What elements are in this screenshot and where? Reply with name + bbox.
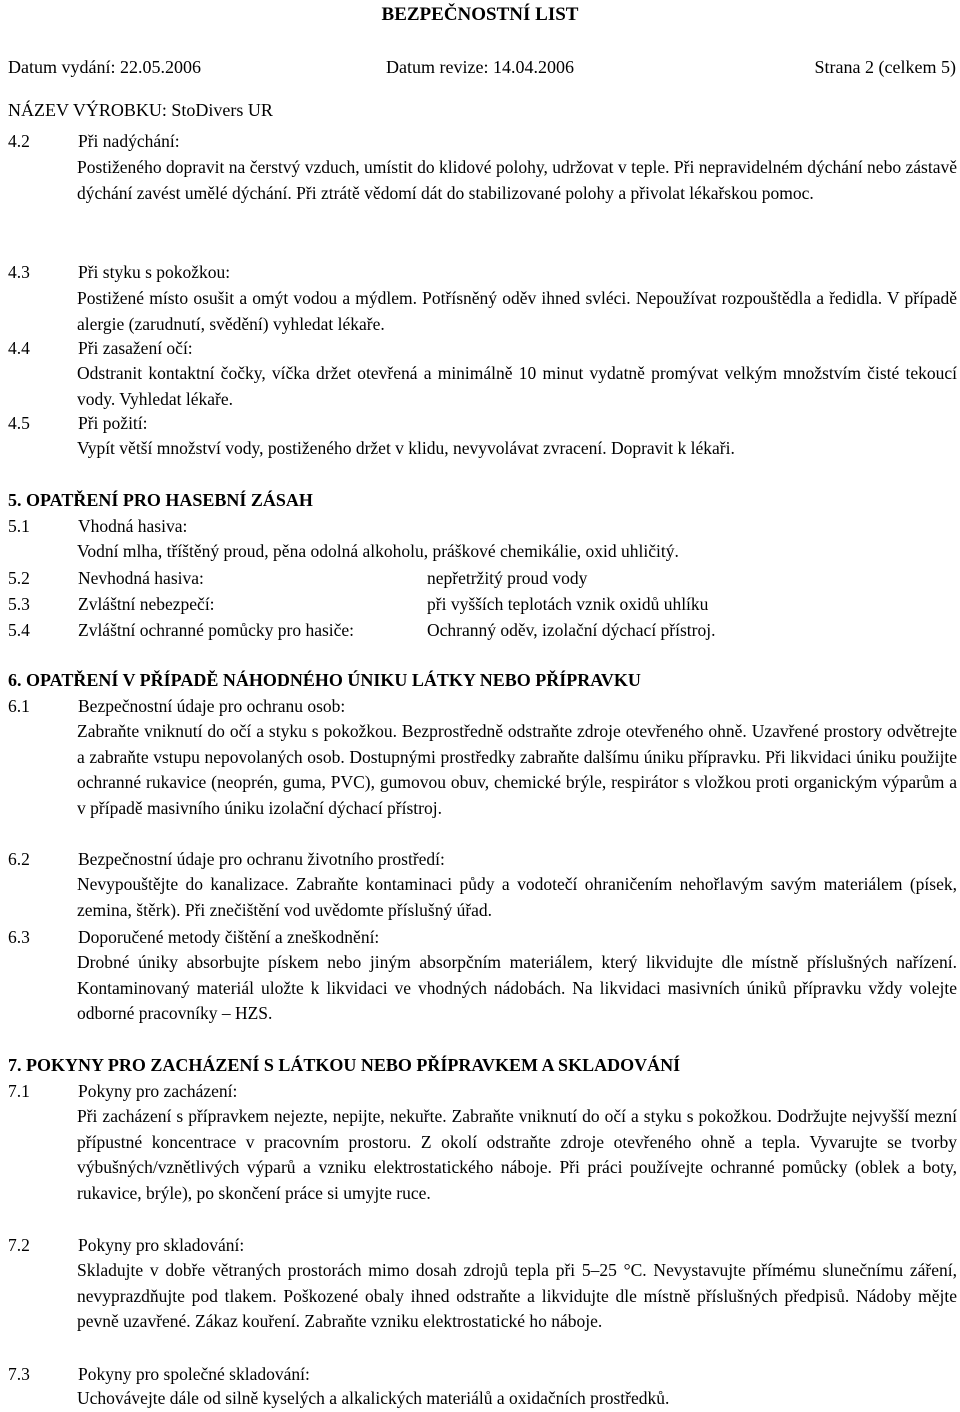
subsection-number: 5.2 xyxy=(8,568,30,588)
subsection-text-7-3: Uchovávejte dále od silně kyselých a alkalických materiálů a oxidačních prostředků. xyxy=(77,1388,670,1408)
subsection-label: Bezpečnostní údaje pro ochranu životního prostředí: xyxy=(78,849,445,869)
subsection-text-7-1: Při zacházení s přípravkem nejezte, nepijte, nekuřte. Zabraňte vniknutí do očí a styku s pokožkou. Dodržujte nejvyšší mezní přípustné koncentrace v pracovním prostoru. Z okolí odstraňte zdroje otevřeného ohně a tepla. Vyvarujte se tvorby výbušných/vznětlivých výparů a vzniku elektrostatického náboje. Při práci používejte ochranné pomůcky (oblek a boty, rukavice, brýle), po skončení práce si umyjte ruce. xyxy=(77,1106,957,1203)
subsection-label: Pokyny pro společné skladování: xyxy=(78,1364,310,1384)
subsection-heading-4-3 xyxy=(8,259,956,285)
subsection-heading-4-2 xyxy=(8,128,956,154)
subsection-number: 5.1 xyxy=(8,516,30,536)
header-row xyxy=(8,54,956,80)
subsection-number: 5.4 xyxy=(8,620,30,640)
subsection-number: 6.3 xyxy=(8,927,30,947)
subsection-label: Pokyny pro skladování: xyxy=(78,1235,245,1255)
subsection-number: 4.3 xyxy=(8,262,30,282)
subsection-row-5-3 xyxy=(8,591,956,617)
subsection-heading-5-1 xyxy=(8,513,956,539)
subsection-number: 6.1 xyxy=(8,696,30,716)
subsection-text-4-2: Postiženého dopravit na čerstvý vzduch, umístit do klidové polohy, udržovat v teple. Při nepravidelném dýchání nebo zástavě dýchání zavést umělé dýchání. Při ztrátě vědomí dát do stabilizované polohy a přivolat lékařskou pomoc. xyxy=(77,157,957,203)
subsection-value: nepřetržitý proud vody xyxy=(427,568,588,588)
subsection-label: Zvláštní ochranné pomůcky pro hasiče: xyxy=(78,620,355,640)
subsection-label: Při zasažení očí: xyxy=(78,338,193,358)
subsection-heading-6-2 xyxy=(8,846,956,872)
subsection-number: 5.3 xyxy=(8,594,30,614)
subsection-row-5-4 xyxy=(8,617,956,643)
subsection-heading-4-4 xyxy=(8,335,956,361)
subsection-heading-7-3 xyxy=(8,1361,956,1387)
subsection-text-5-1: Vodní mlha, tříštěný proud, pěna odolná alkoholu, práškové chemikálie, oxid uhličitý. xyxy=(77,541,679,561)
subsection-heading-6-1 xyxy=(8,693,956,719)
section-heading-7: 7. POKYNY PRO ZACHÁZENÍ S LÁTKOU NEBO PŘÍPRAVKEM A SKLADOVÁNÍ xyxy=(8,1055,681,1075)
subsection-label: Zvláštní nebezpečí: xyxy=(78,594,215,614)
subsection-number: 4.2 xyxy=(8,131,30,151)
subsection-text-6-2: Nevypouštějte do kanalizace. Zabraňte kontaminaci půdy a vodotečí ohraničením nehořlavým savým materiálem (písek, zemina, štěrk). Při znečištění vod uvědomte příslušný úřad. xyxy=(77,874,957,920)
document-title: BEZPEČNOSTNÍ LIST xyxy=(381,4,579,25)
section-heading-5: 5. OPATŘENÍ PRO HASEBNÍ ZÁSAH xyxy=(8,490,313,510)
subsection-label: Doporučené metody čištění a zneškodnění: xyxy=(78,927,380,947)
subsection-value: při vyšších teplotách vznik oxidů uhlíku xyxy=(427,594,709,614)
subsection-label: Při styku s pokožkou: xyxy=(78,262,231,282)
subsection-number: 7.2 xyxy=(8,1235,30,1255)
issue-date: Datum vydání: 22.05.2006 xyxy=(8,57,201,77)
subsection-heading-7-2 xyxy=(8,1232,956,1258)
subsection-number: 4.5 xyxy=(8,413,30,433)
product-name: NÁZEV VÝROBKU: StoDivers UR xyxy=(8,100,273,120)
subsection-text-6-3: Drobné úniky absorbujte pískem nebo jiným absorpčním materiálem, který likvidujte dle místně příslušných nařízení. Kontaminovaný materiál uložte k likvidaci ve vhodných nádobách. Na likvidaci masivních úniků přípravku vždy volejte odborné pracovníky – HZS. xyxy=(77,952,957,1024)
subsection-number: 7.3 xyxy=(8,1364,30,1384)
subsection-number: 4.4 xyxy=(8,338,30,358)
subsection-label: Při nadýchání: xyxy=(78,131,180,151)
subsection-text-7-2: Skladujte v dobře větraných prostorách mimo dosah zdrojů tepla při 5–25 °C. Nevystavujte přímému slunečnímu záření, nevyprazdňujte pod tlakem. Poškozené obaly ihned odstraňte a likvidujte dle místně příslušných předpisů. Nádoby mějte pevně uzavřené. Zákaz kouření. Zabraňte vzniku elektrostatické ho náboje. xyxy=(77,1260,957,1332)
section-heading-6: 6. OPATŘENÍ V PŘÍPADĚ NÁHODNÉHO ÚNIKU LÁTKY NEBO PŘÍPRAVKU xyxy=(8,670,641,690)
subsection-value: Ochranný oděv, izolační dýchací přístroj. xyxy=(427,620,716,640)
subsection-label: Nevhodná hasiva: xyxy=(78,568,204,588)
subsection-heading-6-3 xyxy=(8,924,956,950)
subsection-text-4-4: Odstranit kontaktní čočky, víčka držet otevřená a minimálně 10 minut vydatně promývat velkým množstvím čisté tekoucí vody. Vyhledat lékaře. xyxy=(77,363,957,409)
subsection-number: 7.1 xyxy=(8,1081,30,1101)
subsection-text-6-1: Zabraňte vniknutí do očí a styku s pokožkou. Bezprostředně odstraňte zdroje otevřeného ohně. Uzavřené prostory odvětrejte a zabraňte vstupu nepovolaných osob. Dostupnými prostředky zabraňte dalšímu úniku přípravku. Při likvidaci úniku použijte ochranné rukavice (neoprén, guma, PVC), gumovou obuv, chemické brýle, respirátor s vložkou proti organickým výparům a v případě masivního úniku izolační dýchací přístroj. xyxy=(77,721,957,818)
subsection-text-4-5: Vypít větší množství vody, postiženého držet v klidu, nevyvolávat zvracení. Dopravit k lékaři. xyxy=(77,438,735,458)
subsection-text-4-3: Postižené místo osušit a omýt vodou a mýdlem. Potřísněný oděv ihned svléci. Nepoužívat rozpouštědla a ředidla. V případě alergie (zarudnutí, svědění) vyhledat lékaře. xyxy=(77,288,957,334)
revision-date: Datum revize: 14.04.2006 xyxy=(386,57,574,77)
subsection-label: Bezpečnostní údaje pro ochranu osob: xyxy=(78,696,346,716)
subsection-row-5-2 xyxy=(8,565,956,591)
subsection-label: Pokyny pro zacházení: xyxy=(78,1081,238,1101)
page-number: Strana 2 (celkem 5) xyxy=(814,57,956,77)
subsection-label: Při požití: xyxy=(78,413,148,433)
subsection-heading-4-5 xyxy=(8,410,956,436)
subsection-number: 6.2 xyxy=(8,849,30,869)
subsection-heading-7-1 xyxy=(8,1078,956,1104)
subsection-label: Vhodná hasiva: xyxy=(78,516,188,536)
